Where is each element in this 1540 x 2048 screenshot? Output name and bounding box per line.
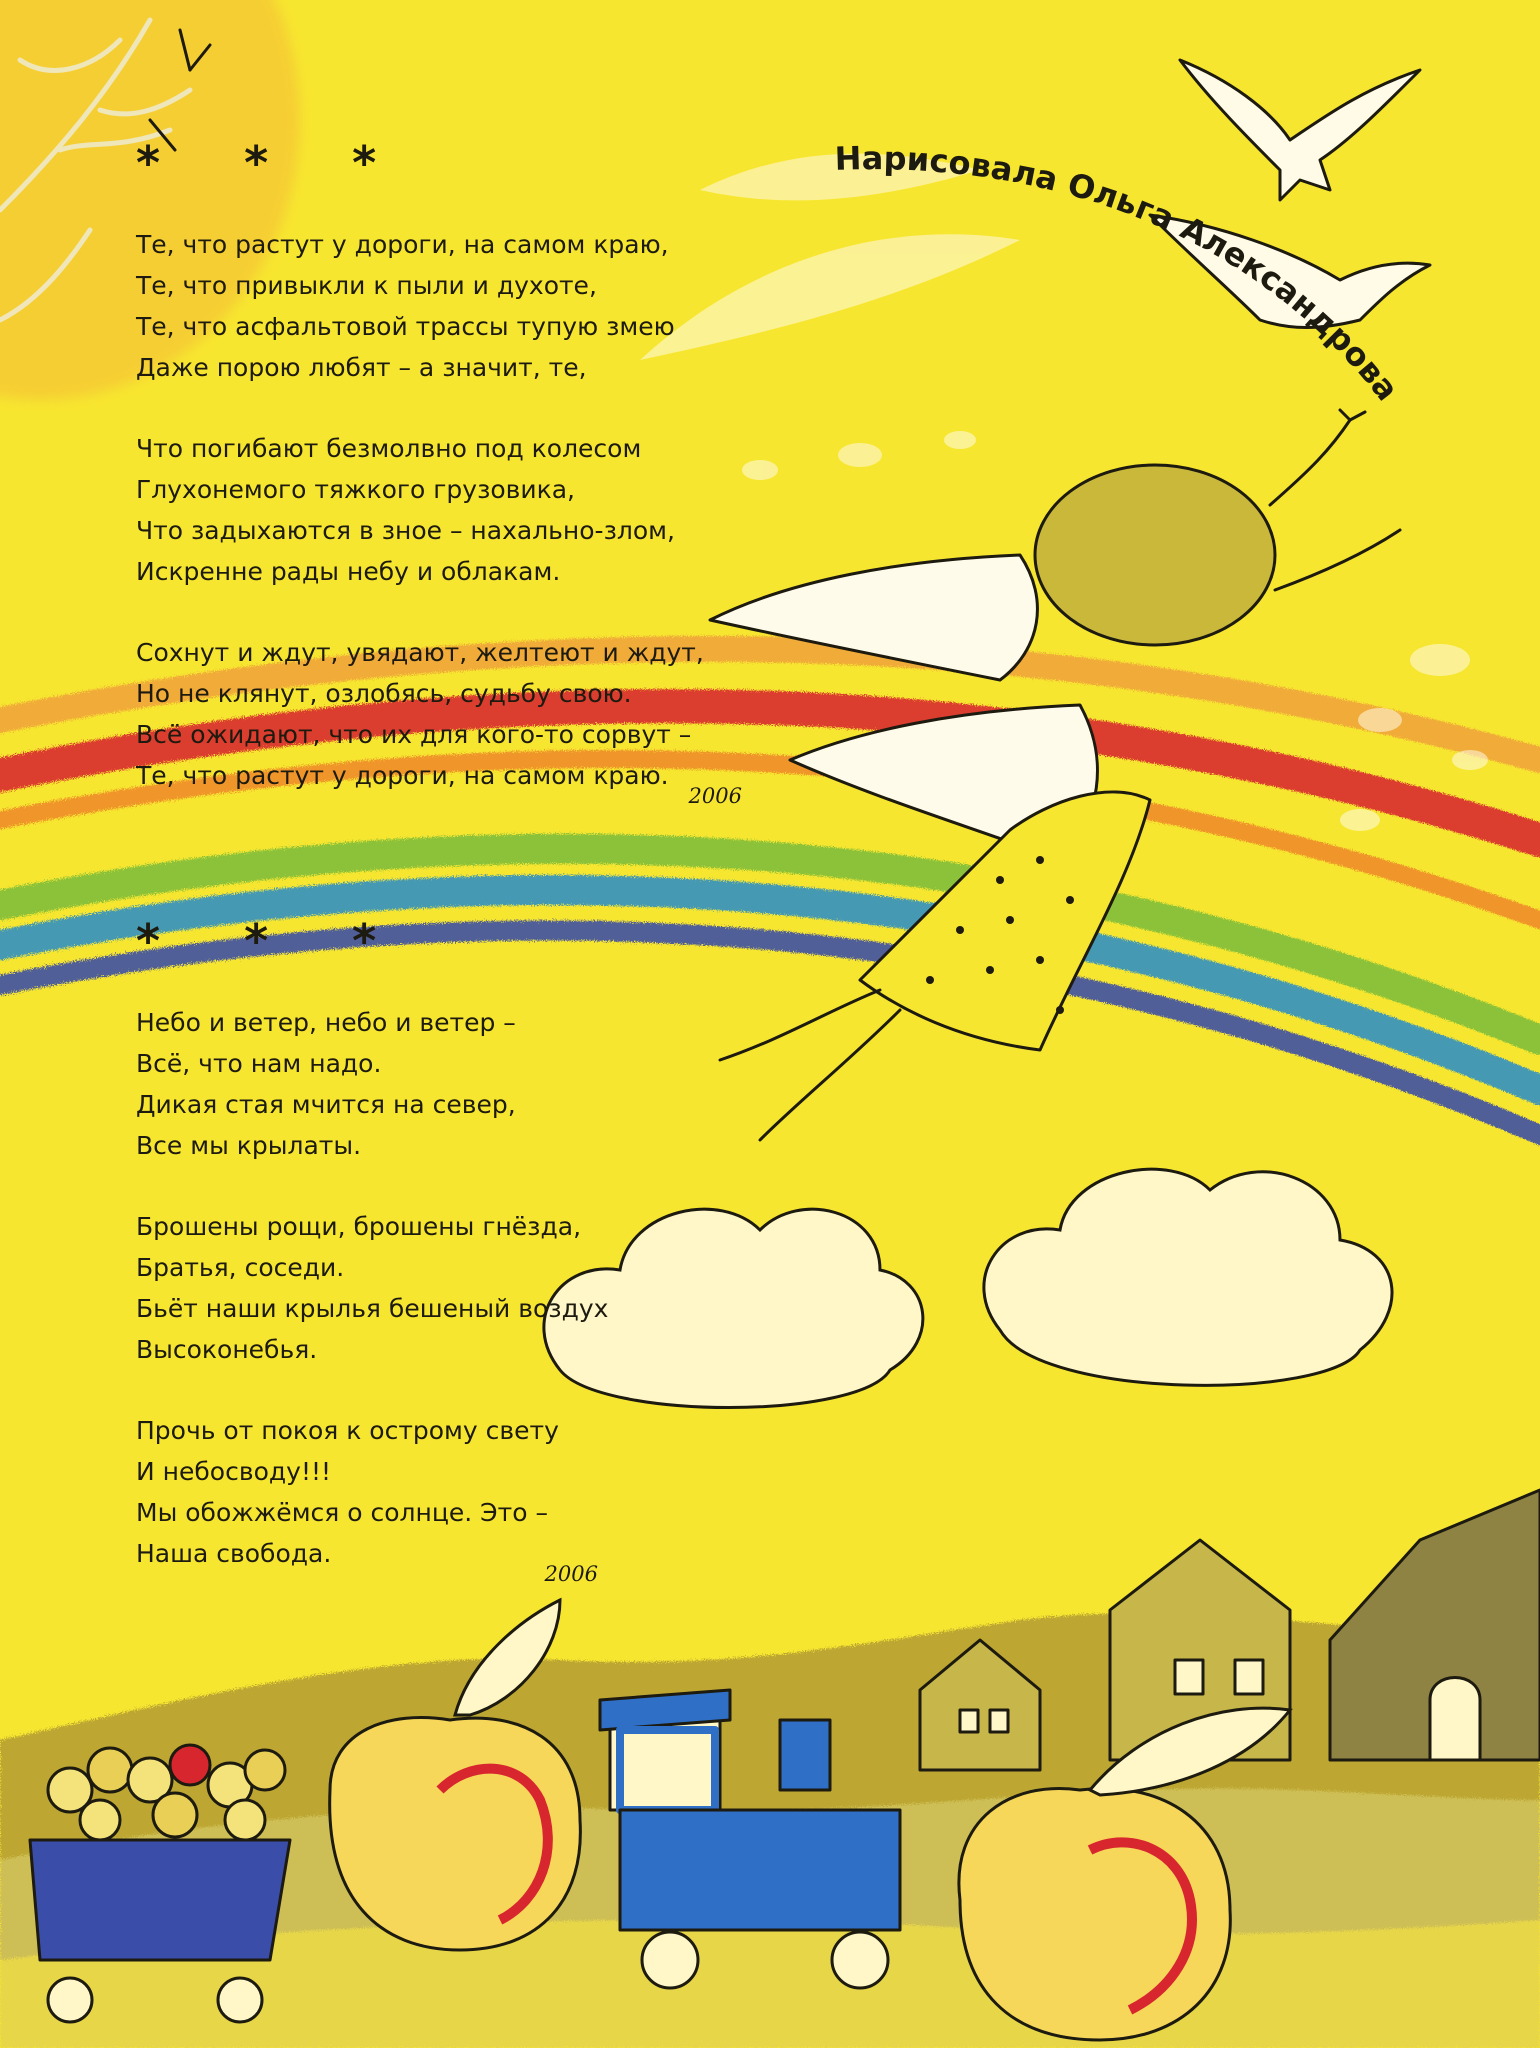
poem-sky-and-wind — [136, 914, 609, 1586]
stanza — [136, 1002, 598, 1166]
poem-line: Бьёт наши крылья бешеный воздух — [136, 1294, 609, 1323]
poem-line: Всё ожидают, что их для кого-то сорвут – — [136, 720, 692, 749]
poem-line: Что погибают безмолвно под колесом — [136, 434, 642, 463]
stanza — [136, 632, 742, 796]
cloud-right — [984, 1169, 1392, 1385]
poem-line: Дикая стая мчится на север, — [136, 1090, 516, 1119]
poem-line: Наша свобода. — [136, 1539, 332, 1568]
poem-line: Брошены рощи, брошены гнёзда, — [136, 1212, 582, 1241]
peach-left — [330, 1600, 581, 1950]
poem-line: Те, что растут у дороги, на самом краю, — [136, 230, 669, 259]
bird-middle — [1150, 215, 1430, 328]
poem-line: Прочь от покоя к острому свету — [136, 1416, 559, 1445]
poem-heading-stars: * * * — [136, 914, 411, 968]
bird-top — [1180, 60, 1420, 200]
poem-line: Мы обожжёмся о солнце. Это – — [136, 1498, 548, 1527]
poem-line: Всё, что нам надо. — [136, 1049, 382, 1078]
stanza — [136, 224, 742, 388]
poem-roadside — [136, 136, 742, 808]
girl-arm-side — [1275, 530, 1400, 590]
illustrator-credit: Нарисовала Ольга Александрова — [834, 139, 1407, 408]
poem-line: Те, что растут у дороги, на самом краю. — [136, 761, 669, 790]
poem-line: Небо и ветер, небо и ветер – — [136, 1008, 516, 1037]
girl-hair — [1035, 465, 1275, 645]
poem-line: И небосводу!!! — [136, 1457, 332, 1486]
poem-line: Те, что асфальтовой трассы тупую змею — [136, 312, 675, 341]
poem-year: 2006 — [688, 784, 742, 808]
poem-line: Те, что привыкли к пыли и духоте, — [136, 271, 597, 300]
poem-line: Высоконебья. — [136, 1335, 318, 1364]
poem-line: Что задыхаются в зное – нахально-злом, — [136, 516, 675, 545]
poem-line: Глухонемого тяжкого грузовика, — [136, 475, 576, 504]
stanza — [136, 428, 742, 592]
girl-arm-up — [1270, 420, 1350, 505]
poem-line: Даже порою любят – а значит, те, — [136, 353, 587, 382]
poem-line: Сохнут и ждут, увядают, желтеют и ждут, — [136, 638, 704, 667]
girl-legs — [720, 990, 900, 1140]
poem-line: Все мы крылаты. — [136, 1131, 362, 1160]
poem-line: Братья, соседи. — [136, 1253, 345, 1282]
poem-line: Но не клянут, озлобясь, судьбу свою. — [136, 679, 632, 708]
stanza — [136, 1410, 598, 1574]
poem-line: Искренне рады небу и облакам. — [136, 557, 561, 586]
poem-heading-stars: * * * — [136, 136, 411, 190]
poem-year: 2006 — [544, 1562, 598, 1586]
stanza — [136, 1206, 609, 1370]
